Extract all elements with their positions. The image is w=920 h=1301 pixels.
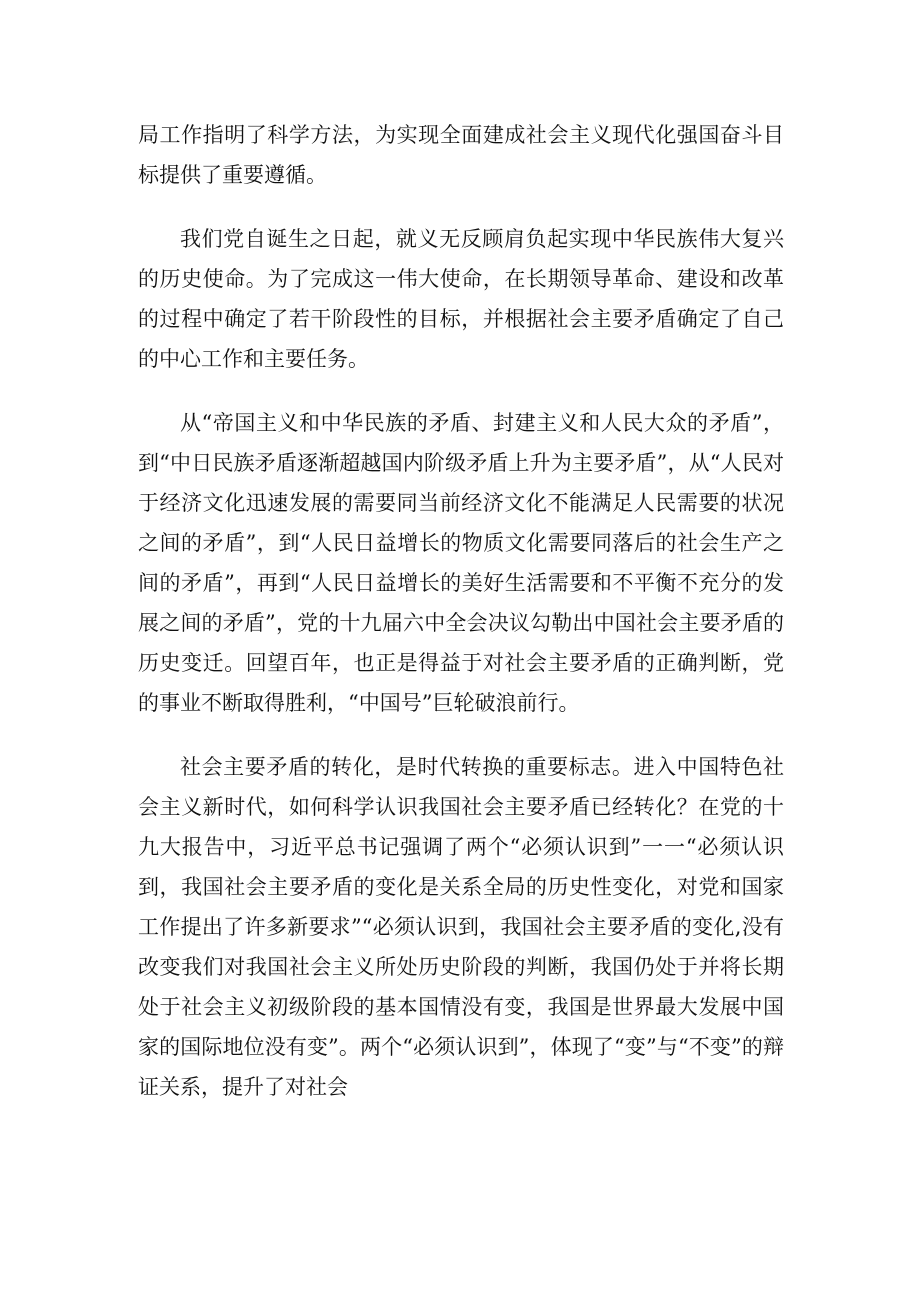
- paragraph-new-era-transformation: 社会主要矛盾的转化，是时代转换的重要标志。进入中国特色社会主义新时代，如何科学认识我国社会主要矛盾已经转化？在党的十九大报告中，习近平总书记强调了两个“必须认识到”一一“必须认识到，我国社会主要矛盾的变化是关系全局的历史性变化，对党和国家工作提出了许多新要求”“必须认识到，我国社会主要矛盾的变化,没有改变我们对我国社会主义所处历史阶段的判断，我国仍处于并将长期处于社会主义初级阶段的基本国情没有变，我国是世界最大发展中国家的国际地位没有变”。两个“必须认识到”，体现了“变”与“不变”的辩证关系，提升了对社会: [138, 755, 784, 1099]
- document-page: [138, 115, 784, 1131]
- paragraph-party-mission: 我们党自诞生之日起，就义无反顾肩负起实现中华民族伟大复兴的历史使命。为了完成这一伟大使命，在长期领导革命、建设和改革的过程中确定了若干阶段性的目标，并根据社会主要矛盾确定了自己的中心工作和主要任务。: [138, 227, 784, 371]
- paragraph-historical-contradictions: 从“帝国主义和中华民族的矛盾、封建主义和人民大众的矛盾”，到“中日民族矛盾逐渐超越国内阶级矛盾上升为主要矛盾”，从“人民对于经济文化迅速发展的需要同当前经济文化不能满足人民需要的状况之间的矛盾”，到“人民日益增长的物质文化需要同落后的社会生产之间的矛盾”，再到“人民日益增长的美好生活需要和不平衡不充分的发展之间的矛盾”，党的十九届六中全会决议勾勒出中国社会主要矛盾的历史变迁。回望百年，也正是得益于对社会主要矛盾的正确判断，党的事业不断取得胜利，“中国号”巨轮破浪前行。: [138, 411, 784, 715]
- paragraph-continuation: 局工作指明了科学方法，为实现全面建成社会主义现代化强国奋斗目标提供了重要遵循。: [138, 123, 784, 187]
